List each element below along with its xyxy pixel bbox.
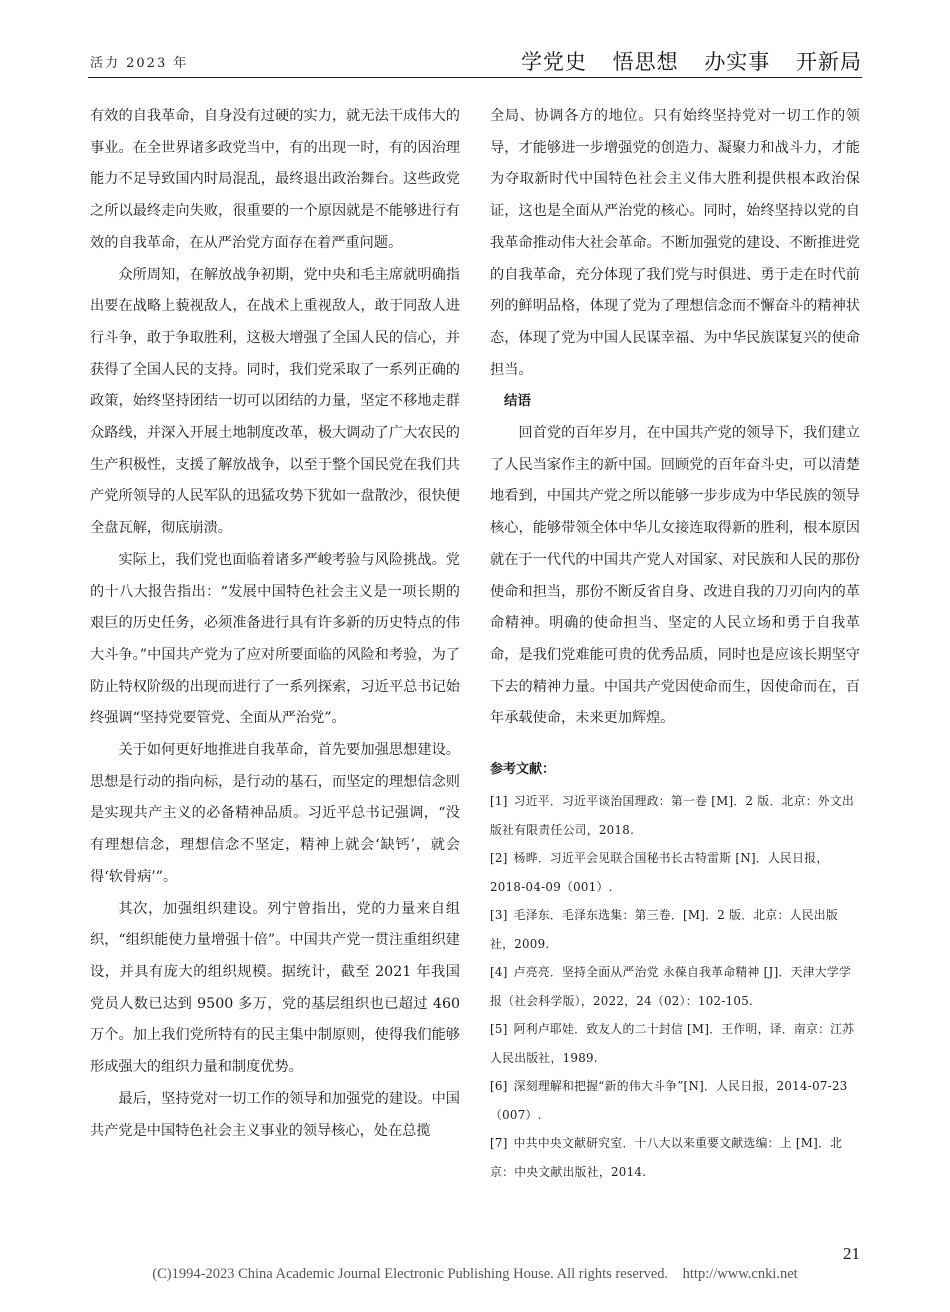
reference-number: [6]: [490, 1079, 508, 1094]
reference-item: [490, 1072, 860, 1129]
reference-number: [7]: [490, 1136, 508, 1151]
reference-number: [3]: [490, 908, 508, 923]
paragraph: 最后，坚持党对一切工作的领导和加强党的建设。中国共产党是中国特色社会主义事业的领导核心，处在总揽: [90, 1090, 460, 1139]
reference-item: [490, 958, 860, 1015]
reference-number: [2]: [490, 851, 508, 866]
paragraph: 有效的自我革命，自身没有过硬的实力，就无法干成伟大的事业。在全世界诸多政党当中，有的出现一时，有的因治理能力不足导致国内时局混乱，最终退出政治舞台。这些政党之所以最终走向失败，很重要的一个原因就是不能够进行有效的自我革命，在从严治党方面存在着严重问题。: [90, 108, 460, 251]
references-list: [490, 787, 860, 1186]
slogan-4: 开新局: [796, 50, 862, 74]
reference-number: [4]: [490, 965, 508, 980]
reference-text: 杨晔．习近平会见联合国秘书长古特雷斯 [N]．人民日报，2018-04-09（001）.: [490, 851, 829, 894]
journal-name: 活力 2023 年: [90, 56, 189, 71]
conclusion-heading: 结语: [504, 393, 531, 410]
reference-item: [490, 901, 860, 958]
reference-number: [1]: [490, 794, 508, 809]
reference-text: 毛泽东．毛泽东选集：第三卷．[M]．2 版．北京：人民出版社，2009.: [490, 908, 838, 951]
right-column: [490, 101, 860, 1186]
left-column: [90, 101, 460, 1147]
header-divider: [88, 77, 862, 78]
paragraph: 众所周知，在解放战争初期，党中央和毛主席就明确指出要在战略上藐视敌人，在战术上重视敌人，敢于同敌人进行斗争，敢于争取胜利，这极大增强了全国人民的信心，并获得了全国人民的支持。同时，我们党采取了一系列正确的政策，始终坚持团结一切可以团结的力量，坚定不移地走群众路线，并深入开展土地制度改革，极大调动了广大农民的生产积极性，支援了解放战争，以至于整个国民党在我们共产党所领导的人民军队的迅猛攻势下犹如一盘散沙，很快便全盘瓦解，彻底崩溃。: [90, 266, 460, 537]
paragraph: 全局、协调各方的地位。只有始终坚持党对一切工作的领导，才能够进一步增强党的创造力、凝聚力和战斗力，才能为夺取新时代中国特色社会主义伟大胜利提供根本政治保证，这也是全面从严治党的核心。同时，始终坚持以党的自我革命推动伟大社会革命。不断加强党的建设、不断推进党的自我革命，充分体现了我们党与时俱进、勇于走在时代前列的鲜明品格，体现了党为了理想信念而不懈奋斗的精神状态，体现了党为中国人民谋幸福、为中华民族谋复兴的使命担当。: [490, 108, 860, 378]
reference-item: [490, 1129, 860, 1186]
paragraph: 关于如何更好地推进自我革命，首先要加强思想建设。思想是行动的指向标，是行动的基石，而坚定的理想信念则是实现共产主义的必备精神品质。习近平总书记强调，“没有理想信念，理想信念不坚定，精神上就会‘缺钙’，就会得‘软骨病’”。: [90, 742, 460, 885]
slogan-1: 学党史: [520, 50, 587, 74]
header-slogans: [503, 46, 862, 76]
reference-number: [5]: [490, 1022, 508, 1037]
references-heading: 参考文献：: [490, 762, 556, 778]
reference-text: 深刻理解和把握“新的伟大斗争”[N]．人民日报，2014-07-23（007）.: [490, 1079, 848, 1122]
reference-text: 卢亮亮．坚持全面从严治党 永葆自我革命精神 [J]．天津大学学报（社会科学版），2022，24（02）：102-105.: [490, 965, 852, 1008]
reference-text: 习近平．习近平谈治国理政：第一卷 [M]．2 版．北京：外文出版社有限责任公司，2018.: [490, 794, 855, 837]
slogan-2: 悟思想: [612, 50, 679, 74]
reference-text: 中共中央文献研究室．十八大以来重要文献选编：上 [M]．北京：中央文献出版社，2014.: [490, 1136, 843, 1179]
reference-item: [490, 844, 860, 901]
conclusion-paragraph: 回首党的百年岁月，在中国共产党的领导下，我们建立了人民当家作主的新中国。回顾党的百年奋斗史，可以清楚地看到，中国共产党之所以能够一步步成为中华民族的领导核心，能够带领全体中华儿女接连取得新的胜利，根本原因就在于一代代的中国共产党人对国家、对民族和人民的那份使命和担当，那份不断反省自身、改进自我的刀刃向内的革命精神。明确的使命担当、坚定的人民立场和勇于自我革命，是我们党难能可贵的优秀品质，同时也是应该长期坚守下去的精神力量。中国共产党因使命而生，因使命而在，百年承载使命，未来更加辉煌。: [490, 425, 860, 727]
copyright-footer: (C)1994-2023 China Academic Journal Electronic Publishing House. All rights reserved. http://www.cnki.net: [152, 1266, 798, 1282]
page-number: 21: [843, 1244, 860, 1263]
paragraph: 实际上，我们党也面临着诸多严峻考验与风险挑战。党的十八大报告指出：“发展中国特色社会主义是一项长期的艰巨的历史任务，必须准备进行具有许多新的历史特点的伟大斗争。”中国共产党为了应对所要面临的风险和考验，为了防止特权阶级的出现而进行了一系列探索，习近平总书记始终强调“坚持党要管党、全面从严治党”。: [90, 551, 460, 727]
reference-item: [490, 1015, 860, 1072]
paragraph: 其次，加强组织建设。列宁曾指出，党的力量来自组织，“组织能使力量增强十倍”。中国共产党一贯注重组织建设，并具有庞大的组织规模。据统计，截至 2021 年我国党员人数已达到 9500 多万，党的基层组织也已超过 460 万个。加上我们党所特有的民主集中制原则，使得我们能够形成强大的组织力量和制度优势。: [90, 900, 460, 1076]
reference-item: [490, 787, 860, 844]
reference-text: 阿利卢耶娃．致友人的二十封信 [M]．王作明，译．南京：江苏人民出版社，1989.: [490, 1022, 855, 1065]
slogan-3: 办实事: [704, 50, 771, 74]
